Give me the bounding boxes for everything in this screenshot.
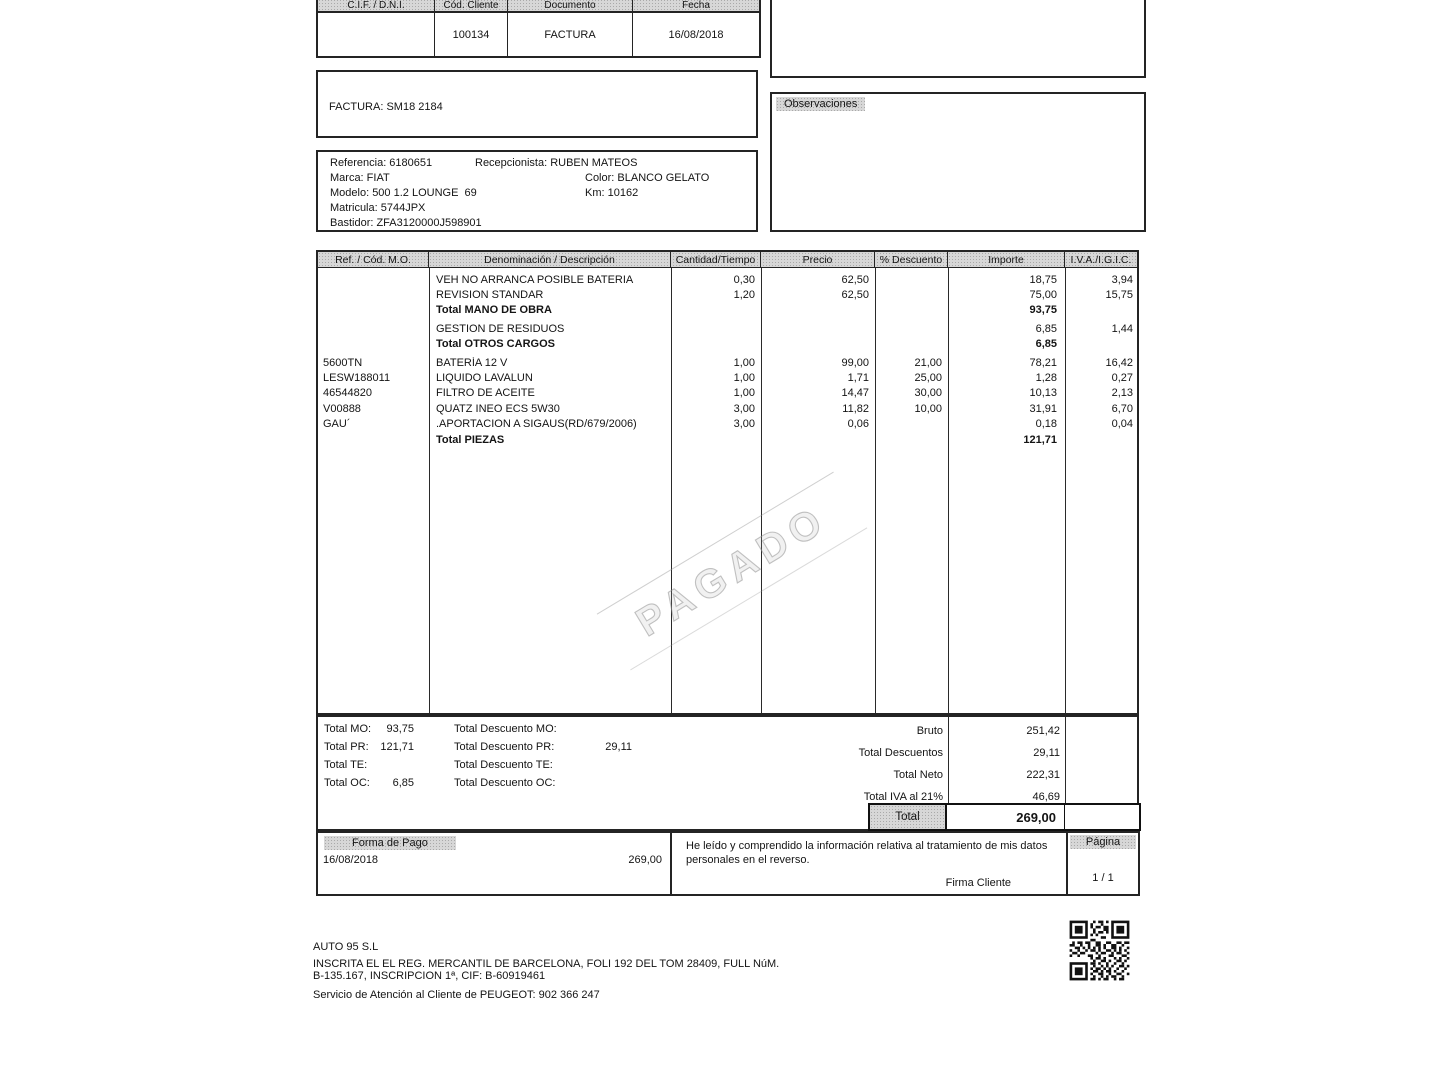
reference-number: Referencia: 6180651 [330, 157, 433, 169]
column-divider [948, 717, 949, 805]
payment-date: 16/08/2018 [323, 854, 379, 866]
company-registry-line2: B-135.167, INSCRIPCION 1ª, CIF: B-60919461 [313, 970, 546, 982]
grand-total-empty-cell [1065, 805, 1139, 829]
line-items-header-row [318, 252, 1137, 268]
item-description: Total PIEZAS [436, 433, 505, 446]
table-row [318, 370, 1137, 385]
customer-service-line: Servicio de Atención al Cliente de PEUGEOT: 902 366 247 [313, 989, 600, 1001]
item-amount: 6,85 [1035, 338, 1057, 351]
item-discount: 30,00 [914, 387, 942, 400]
company-registry-line1: INSCRITA EL EL REG. MERCANTIL DE BARCELONA, FOLI 192 DEL TOM 28409, FULL NúM. [313, 958, 780, 970]
item-amount: 18,75 [1029, 273, 1057, 286]
page-number-box [1066, 831, 1140, 896]
item-vat: 16,42 [1105, 356, 1133, 369]
vehicle-info-box [316, 150, 758, 232]
column-divider [1065, 717, 1066, 805]
totals-box [316, 715, 1139, 831]
item-amount: 31,91 [1029, 402, 1057, 415]
table-row [318, 272, 1137, 287]
grand-total-value: 269,00 [947, 805, 1065, 829]
document-header: Documento [508, 0, 633, 11]
page-label: Página [1070, 835, 1136, 849]
table-row-subtotal [318, 303, 1137, 318]
item-discount: 25,00 [914, 372, 942, 385]
item-amount: 6,85 [1035, 322, 1057, 335]
total-desc-mo-label: Total Descuento MO: [454, 723, 557, 735]
total-neto-label: Total Neto [893, 769, 943, 781]
cif-dni-header: C.I.F. / D.N.I. [318, 0, 435, 11]
total-desc-pr-value: 29,11 [605, 741, 632, 753]
item-discount: 21,00 [914, 356, 942, 369]
recipient-address-box [770, 0, 1146, 78]
item-quantity: 1,00 [733, 387, 755, 400]
date-header: Fecha [682, 0, 710, 11]
table-row [318, 287, 1137, 302]
item-amount: 1,28 [1035, 372, 1057, 385]
paid-stamp-watermark: PAGADO [597, 472, 868, 671]
item-description: Total OTROS CARGOS [436, 338, 555, 351]
item-vat: 15,75 [1105, 289, 1133, 302]
item-ref: V00888 [323, 402, 361, 415]
item-quantity: 3,00 [733, 402, 755, 415]
vehicle-color: Color: BLANCO GELATO [585, 172, 710, 184]
total-neto-value: 222,31 [1026, 769, 1060, 781]
item-amount: 10,13 [1029, 387, 1057, 400]
total-iva-label: Total IVA al 21% [863, 791, 943, 803]
item-vat: 0,27 [1111, 372, 1133, 385]
client-document-table-values [318, 13, 759, 56]
table-row-subtotal [318, 432, 1137, 447]
item-amount: 0,18 [1035, 418, 1057, 431]
invoice-number-box [316, 70, 758, 138]
table-row [318, 417, 1137, 432]
total-descuentos-value: 29,11 [1033, 747, 1060, 759]
item-description: REVISION STANDAR [436, 289, 544, 302]
item-quantity: 1,20 [733, 289, 755, 302]
document-date-value: 16/08/2018 [668, 28, 724, 41]
cif-dni-value [318, 13, 435, 56]
price-column-header: Precio [761, 252, 875, 267]
bruto-value: 251,42 [1026, 725, 1060, 737]
payment-method-label: Forma de Pago [324, 836, 456, 850]
item-vat: 6,70 [1111, 402, 1133, 415]
item-price: 62,50 [841, 289, 869, 302]
item-ref: 46544820 [323, 387, 372, 400]
document-type-value: FACTURA [508, 13, 633, 56]
total-mo-value: 93,75 [386, 723, 414, 735]
total-iva-value: 46,69 [1032, 791, 1060, 803]
item-vat: 2,13 [1111, 387, 1133, 400]
total-descuentos-label: Total Descuentos [858, 747, 943, 759]
item-ref: GAU´ [323, 418, 351, 431]
observations-box [770, 92, 1146, 232]
item-description: .APORTACION A SIGAUS(RD/679/2006) [436, 418, 637, 431]
item-description: VEH NO ARRANCA POSIBLE BATERIA [436, 273, 634, 286]
item-amount: 93,75 [1029, 304, 1057, 317]
item-quantity: 1,00 [733, 356, 755, 369]
item-price: 1,71 [847, 372, 869, 385]
total-desc-oc-label: Total Descuento OC: [454, 777, 556, 789]
item-description: BATERÍA 12 V [436, 356, 508, 369]
item-price: 99,00 [841, 356, 869, 369]
bruto-label: Bruto [916, 725, 943, 737]
client-code-value: 100134 [435, 13, 508, 56]
item-description: FILTRO DE ACEITE [436, 387, 535, 400]
receptionist-name: Recepcionista: RUBEN MATEOS [475, 157, 638, 169]
item-ref: 5600TN [323, 356, 363, 369]
table-row [318, 386, 1137, 401]
item-description: Total MANO DE OBRA [436, 304, 552, 317]
table-row-subtotal [318, 337, 1137, 352]
item-amount: 75,00 [1029, 289, 1057, 302]
client-document-table-header [318, 0, 759, 13]
invoice-number: FACTURA: SM18 2184 [329, 101, 443, 113]
amount-column-header: Importe [948, 252, 1065, 267]
total-mo-label: Total MO: [324, 723, 372, 735]
table-row [318, 401, 1137, 416]
payment-amount: 269,00 [628, 854, 662, 866]
item-discount: 10,00 [914, 402, 942, 415]
client-code-header: Cód. Cliente [435, 0, 508, 11]
qr-code [1067, 918, 1132, 983]
privacy-signature-box [670, 831, 1068, 896]
item-price: 0,06 [847, 418, 869, 431]
item-description: QUATZ INEO ECS 5W30 [436, 402, 560, 415]
item-quantity: 1,00 [733, 372, 755, 385]
item-amount: 121,71 [1023, 433, 1057, 446]
company-name: AUTO 95 S.L [313, 941, 379, 953]
vehicle-km: Km: 10162 [585, 187, 639, 199]
ref-column-header: Ref. / Cód. M.O. [318, 252, 429, 267]
total-pr-value: 121,71 [380, 741, 414, 753]
vehicle-vin: Bastidor: ZFA3120000J598901 [330, 217, 482, 229]
vehicle-model: Modelo: 500 1.2 LOUNGE 69 [330, 187, 477, 199]
item-ref: LESW188011 [323, 372, 391, 385]
total-pr-label: Total PR: [324, 741, 369, 753]
item-vat: 1,44 [1111, 322, 1133, 335]
quantity-column-header: Cantidad/Tiempo [671, 252, 761, 267]
total-oc-label: Total OC: [324, 777, 370, 789]
total-desc-pr-label: Total Descuento PR: [454, 741, 555, 753]
total-oc-value: 6,85 [392, 777, 414, 789]
page-value: 1 / 1 [1092, 872, 1114, 884]
item-quantity: 0,30 [733, 273, 755, 286]
client-signature-label: Firma Cliente [945, 877, 1011, 889]
item-amount: 78,21 [1029, 356, 1057, 369]
vat-column-header: I.V.A./I.G.I.C. [1070, 253, 1132, 266]
vehicle-brand: Marca: FIAT [330, 172, 390, 184]
vehicle-plate: Matricula: 5744JPX [330, 202, 426, 214]
table-row [318, 321, 1137, 336]
privacy-text: He leído y comprendido la información relativa al tratamiento de mis datos personales en el reverso. [686, 840, 1048, 866]
item-price: 62,50 [841, 273, 869, 286]
discount-column-header: % Descuento [875, 252, 948, 267]
item-vat: 3,94 [1111, 273, 1133, 286]
line-items-table [316, 250, 1139, 715]
table-row [318, 355, 1137, 370]
grand-total-box [868, 803, 1141, 831]
item-price: 11,82 [842, 402, 869, 415]
item-quantity: 3,00 [733, 418, 755, 431]
client-document-table [316, 0, 761, 58]
description-column-header: Denominación / Descripción [429, 252, 671, 267]
total-te-label: Total TE: [324, 759, 368, 771]
item-price: 14,47 [841, 387, 869, 400]
line-items-body [318, 268, 1137, 713]
item-description: LIQUIDO LAVALUN [436, 372, 533, 385]
observations-label: Observaciones [776, 97, 865, 111]
item-description: GESTION DE RESIDUOS [436, 322, 565, 335]
grand-total-label: Total [870, 805, 947, 829]
payment-method-box [316, 831, 672, 896]
item-vat: 0,04 [1111, 418, 1133, 431]
total-desc-te-label: Total Descuento TE: [454, 759, 553, 771]
